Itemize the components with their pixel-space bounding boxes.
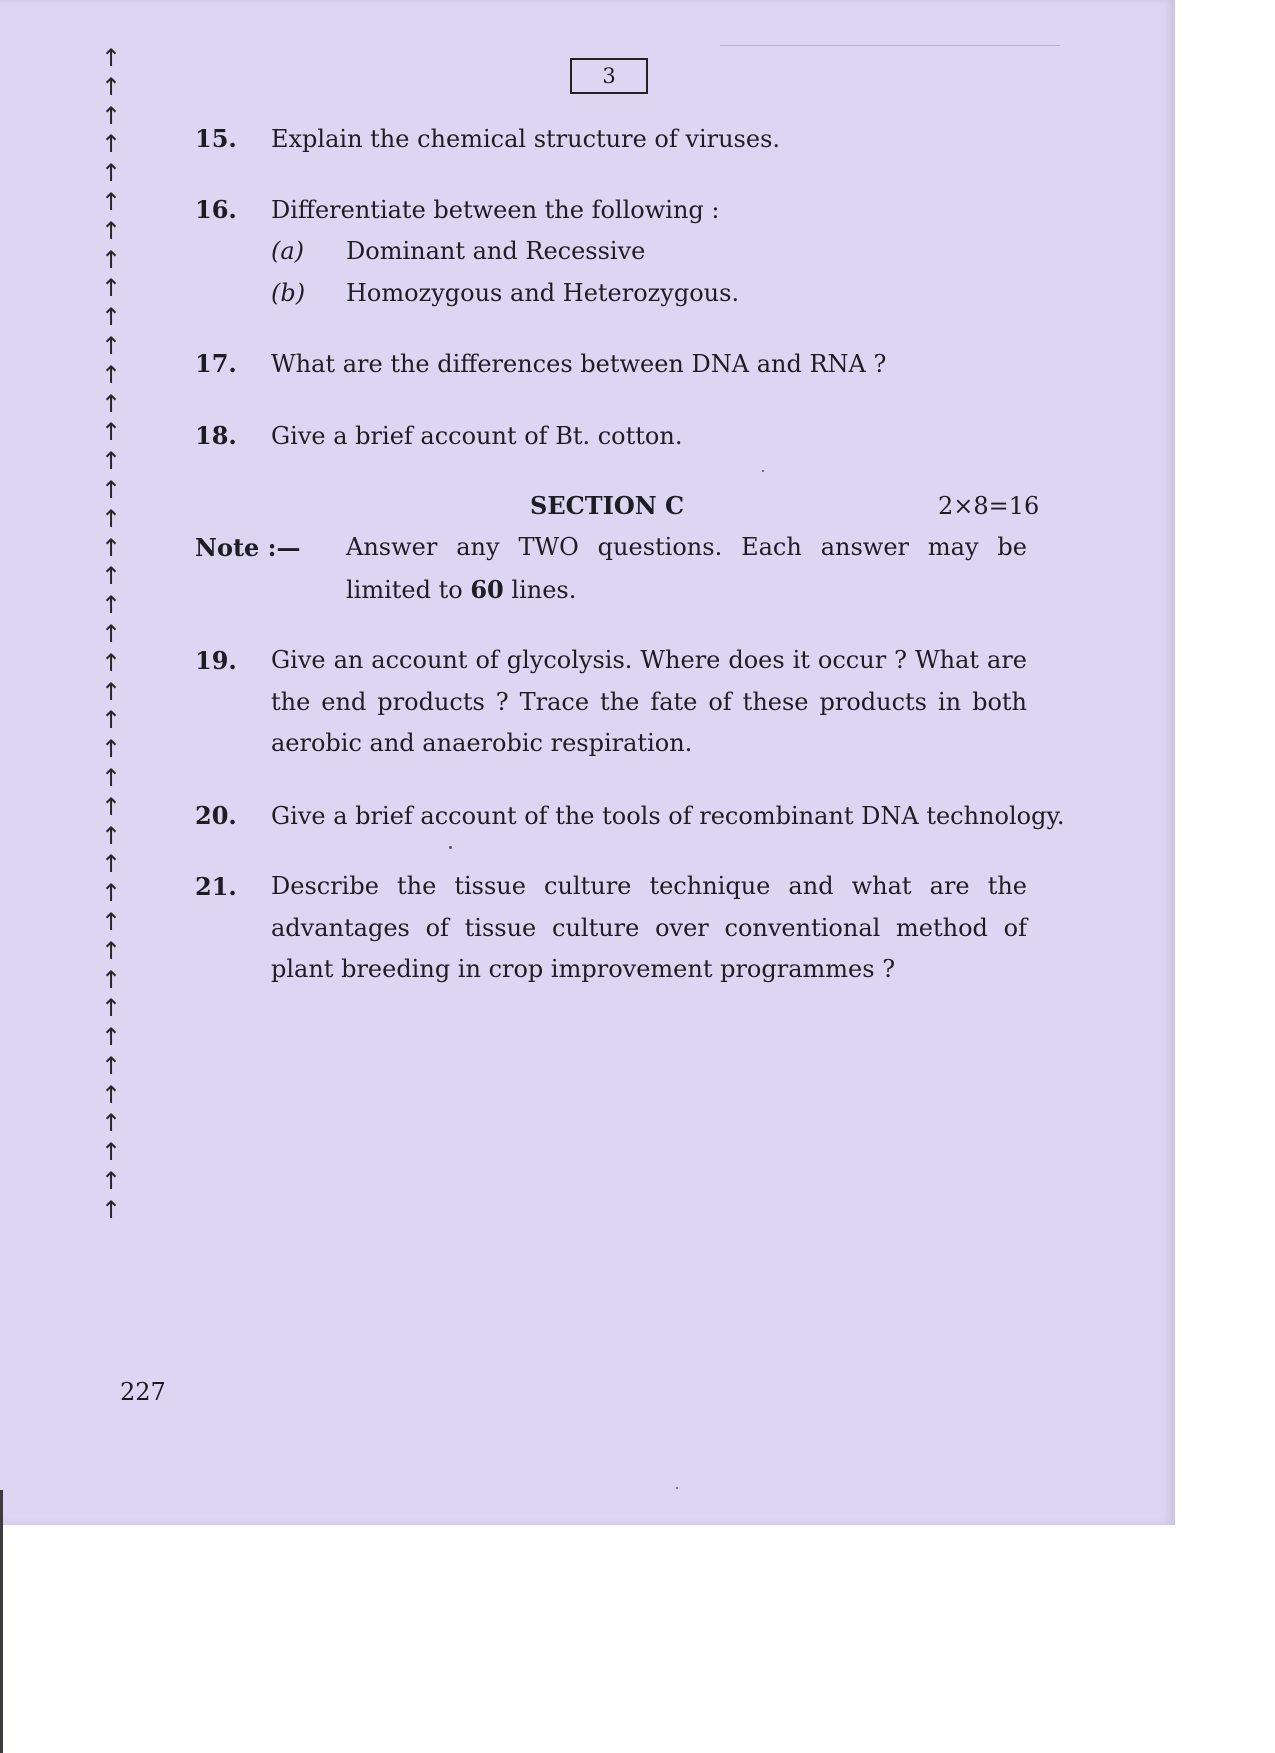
margin-arrow-icon: ↑: [100, 1109, 122, 1138]
note-text-post: lines.: [511, 575, 577, 604]
margin-arrow-icon: ↑: [100, 619, 122, 648]
margin-arrow-icon: ↑: [100, 821, 122, 850]
question-number: 20.: [195, 801, 237, 830]
margin-arrow-icon: ↑: [100, 706, 122, 735]
question-text: Explain the chemical structure of viruses.: [271, 125, 781, 153]
margin-arrow-icon: ↑: [100, 130, 122, 159]
scan-line: [720, 45, 1060, 46]
section-title: SECTION C: [530, 491, 685, 520]
scan-speck: [762, 470, 764, 472]
question-number: 19.: [195, 646, 237, 675]
margin-arrow-icon: ↑: [100, 763, 122, 792]
margin-arrow-icon: ↑: [100, 1051, 122, 1080]
scan-edge-left: [0, 1490, 3, 1753]
note-text-pre: Answer any TWO questions. Each answer may be limited to: [346, 533, 1027, 604]
margin-arrow-icon: ↑: [100, 850, 122, 879]
margin-arrow-icon: ↑: [100, 303, 122, 332]
question-text: Give an account of glycolysis. Where does it occur ? What are the end products ? Trace the fate of these products in both aerobic and anaerobic respiration.: [271, 646, 1027, 757]
margin-arrow-icon: ↑: [100, 1080, 122, 1109]
margin-arrow-icon: ↑: [100, 648, 122, 677]
margin-arrow-icon: ↑: [100, 475, 122, 504]
margin-arrow-icon: ↑: [100, 72, 122, 101]
subitem-text: Dominant and Recessive: [346, 237, 646, 265]
question-text: What are the differences between DNA and RNA ?: [271, 350, 887, 378]
margin-arrow-icon: ↑: [100, 562, 122, 591]
margin-arrow-icon: ↑: [100, 159, 122, 188]
subitem-label: (a): [271, 237, 305, 265]
scan-speck: [449, 846, 452, 849]
margin-arrow-icon: ↑: [100, 879, 122, 908]
question-text: Describe the tissue culture technique and what are the advantages of tissue culture over conventional method of plant breeding in crop improvement programmes ?: [271, 872, 1027, 983]
margin-arrow-icon: ↑: [100, 907, 122, 936]
margin-arrow-icon: ↑: [100, 677, 122, 706]
margin-arrow-strip: [96, 44, 126, 1225]
question-text: Give a brief account of the tools of recombinant DNA technology.: [271, 802, 1065, 830]
margin-arrow-icon: ↑: [100, 965, 122, 994]
margin-arrow-icon: ↑: [100, 792, 122, 821]
margin-arrow-icon: ↑: [100, 101, 122, 130]
margin-arrow-icon: ↑: [100, 44, 122, 72]
question-number: 17.: [195, 349, 237, 378]
margin-arrow-icon: ↑: [100, 389, 122, 418]
question-number: 18.: [195, 421, 237, 450]
margin-arrow-icon: ↑: [100, 187, 122, 216]
page-number-box: 3: [570, 58, 648, 94]
margin-arrow-icon: ↑: [100, 274, 122, 303]
note-line-limit: 60: [470, 574, 504, 604]
subitem-label: (b): [271, 279, 306, 307]
question-number: 16.: [195, 195, 237, 224]
margin-arrow-icon: ↑: [100, 533, 122, 562]
margin-arrow-icon: ↑: [100, 994, 122, 1023]
margin-arrow-icon: ↑: [100, 216, 122, 245]
question-number: 21.: [195, 872, 237, 901]
question-text: Differentiate between the following :: [271, 196, 720, 224]
scan-speck: [676, 1487, 678, 1489]
section-marks: 2×8=16: [938, 492, 1040, 520]
margin-arrow-icon: ↑: [100, 1023, 122, 1052]
footer-code: 227: [120, 1378, 166, 1406]
margin-arrow-icon: ↑: [100, 1138, 122, 1167]
margin-arrow-icon: ↑: [100, 591, 122, 620]
margin-arrow-icon: ↑: [100, 1167, 122, 1196]
margin-arrow-icon: ↑: [100, 1195, 122, 1224]
margin-arrow-icon: ↑: [100, 331, 122, 360]
margin-arrow-icon: ↑: [100, 936, 122, 965]
margin-arrow-icon: ↑: [100, 418, 122, 447]
margin-arrow-icon: ↑: [100, 245, 122, 274]
note-text: [346, 527, 1027, 611]
subitem-text: Homozygous and Heterozygous.: [346, 279, 740, 307]
question-text: Give a brief account of Bt. cotton.: [271, 422, 683, 450]
margin-arrow-icon: ↑: [100, 735, 122, 764]
margin-arrow-icon: ↑: [100, 360, 122, 389]
note-label: Note :—: [195, 533, 301, 562]
margin-arrow-icon: ↑: [100, 504, 122, 533]
margin-arrow-icon: ↑: [100, 447, 122, 476]
question-number: 15.: [195, 124, 237, 153]
